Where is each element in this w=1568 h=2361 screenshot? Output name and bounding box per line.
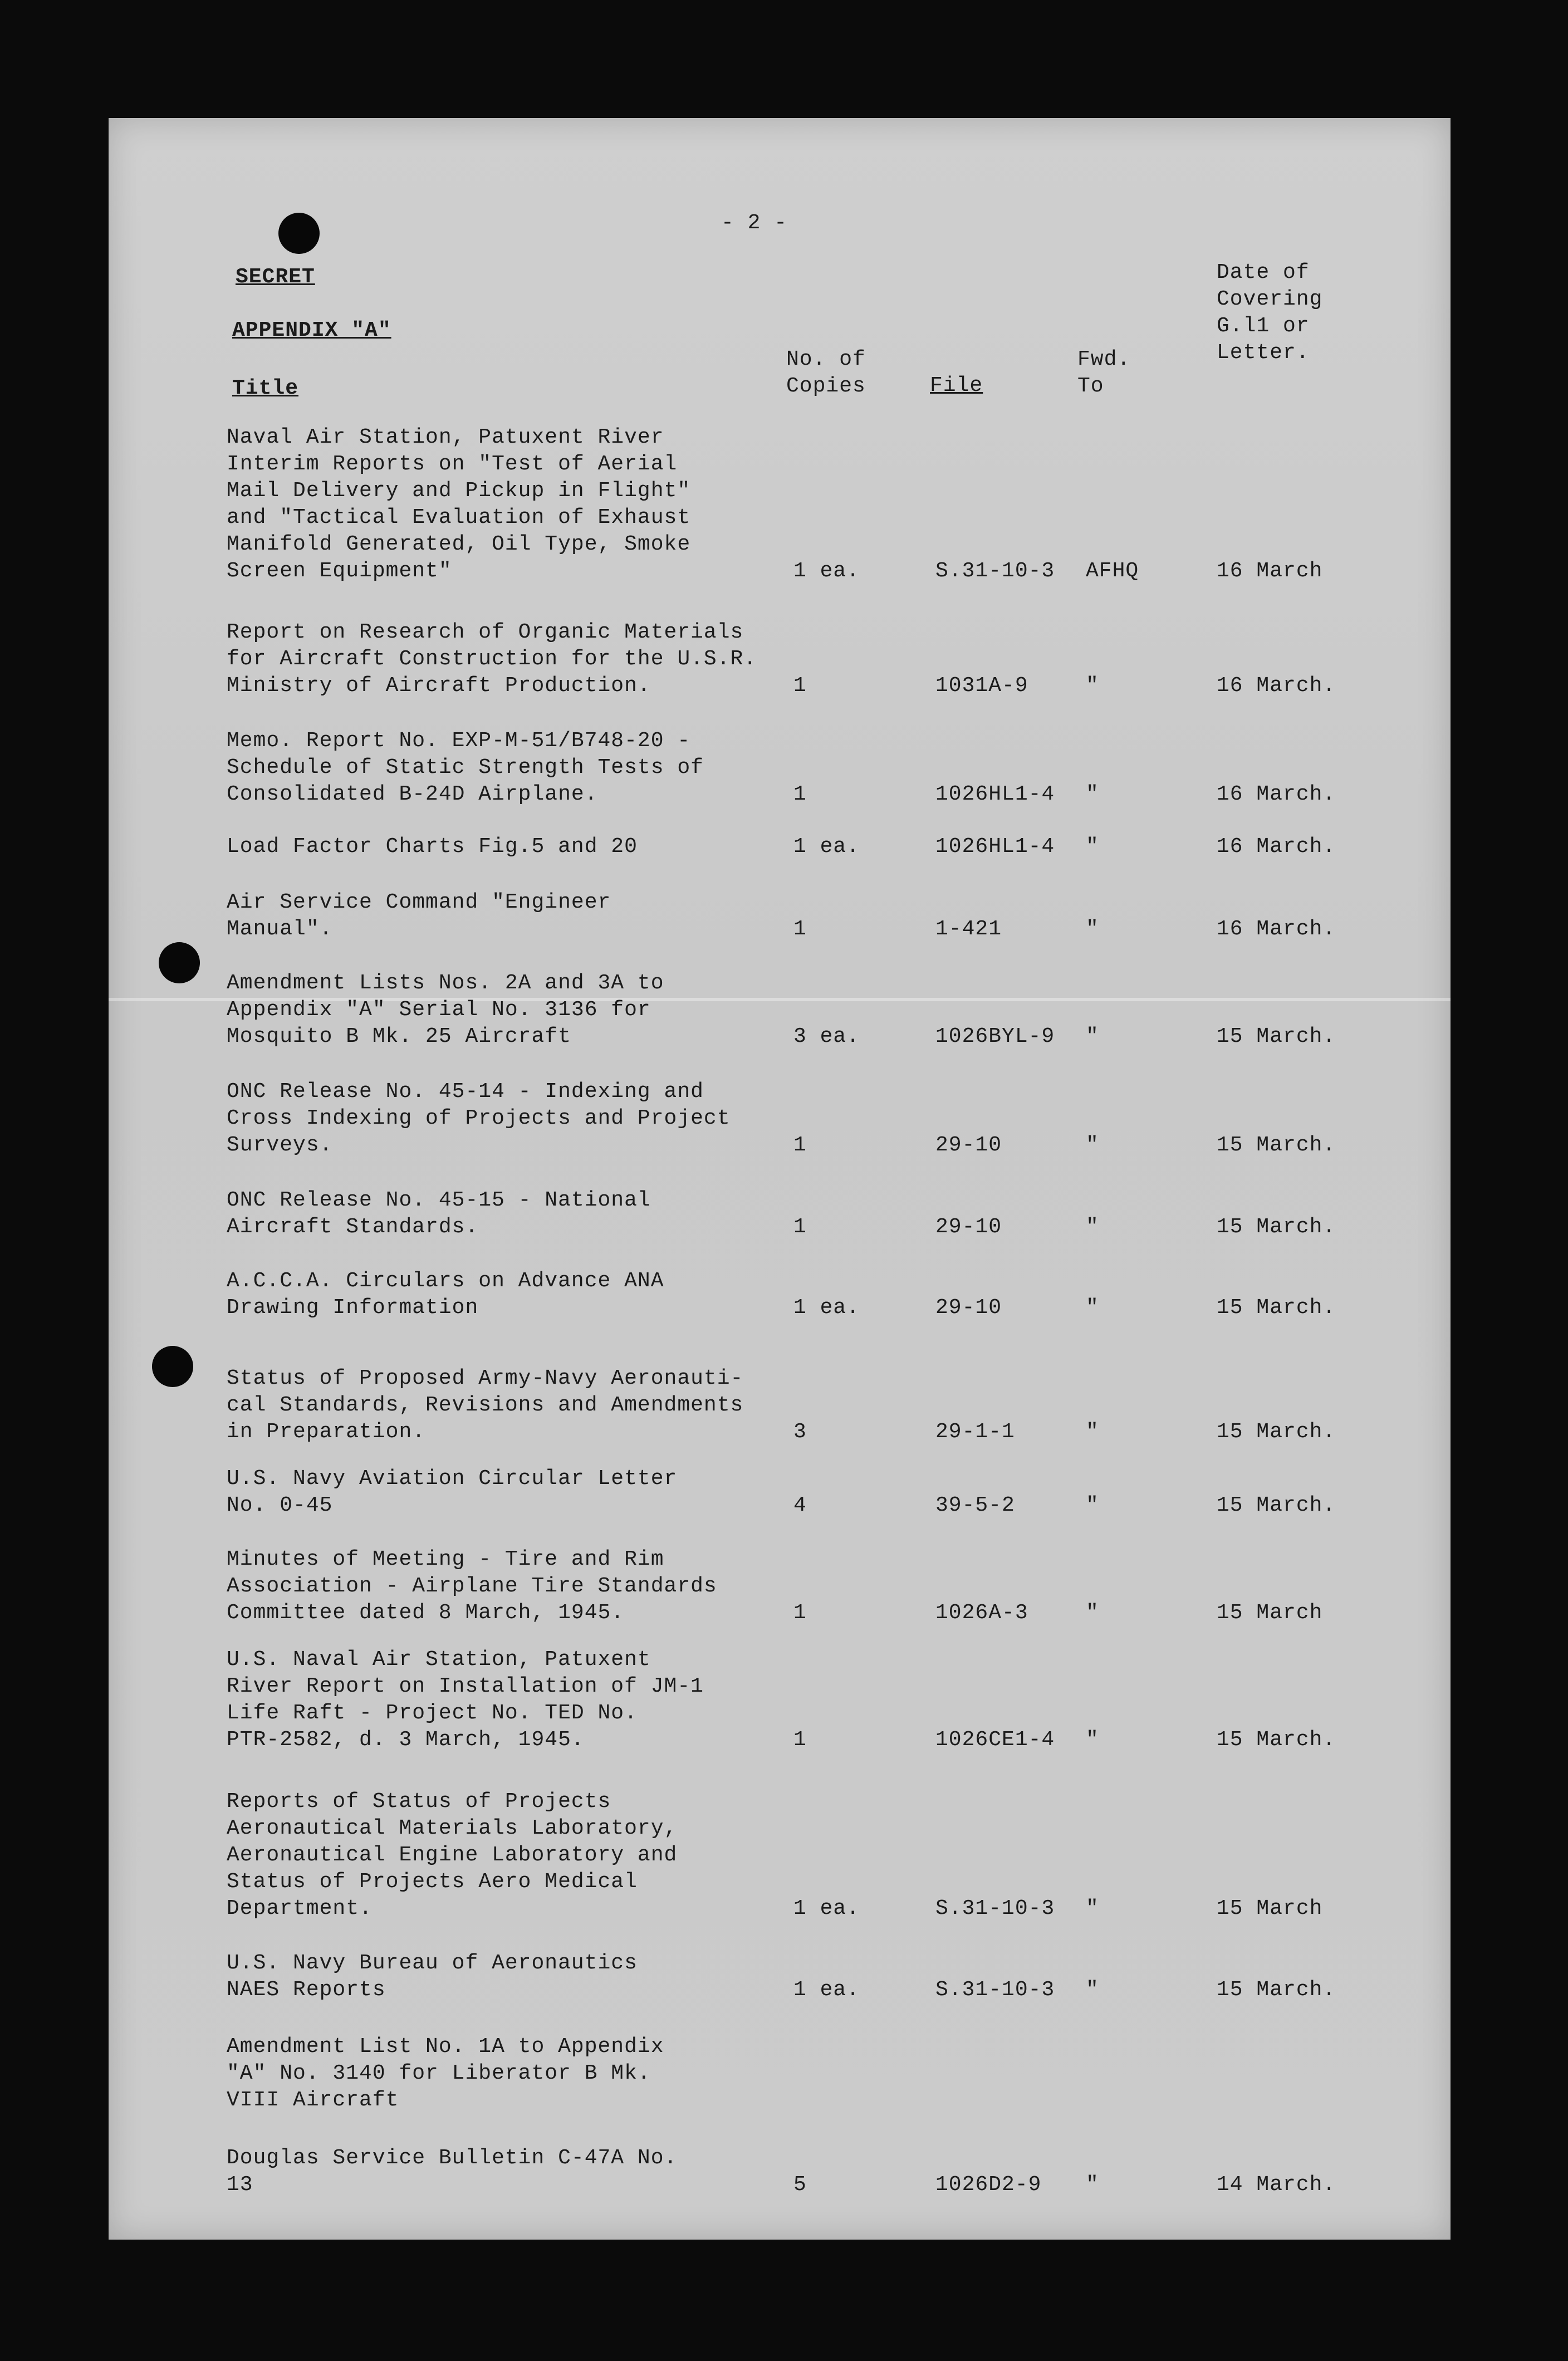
entry-date: 16 March. xyxy=(1217,782,1336,806)
entry-date: 15 March. xyxy=(1217,1420,1336,1444)
entry-date: 15 March. xyxy=(1217,1133,1336,1157)
entry-forwarded-to: " xyxy=(1086,1420,1099,1444)
entry-title: Air Service Command "Engineer Manual". xyxy=(227,890,611,941)
entry-date: 15 March. xyxy=(1217,1025,1336,1049)
document-page xyxy=(109,118,1451,2240)
entry-title: Amendment List No. 1A to Appendix "A" No. 3140 for Liberator B Mk. VIII Aircraft xyxy=(227,2035,664,2112)
entry-date: 16 March xyxy=(1217,559,1323,583)
entry-file: 1026D2-9 xyxy=(935,2173,1042,2197)
entry-forwarded-to: " xyxy=(1086,1215,1099,1239)
entry-copies: 1 ea. xyxy=(793,1897,860,1921)
entry-title: ONC Release No. 45-15 - National Aircraft Standards. xyxy=(227,1188,651,1239)
entry-file: 1026HL1-4 xyxy=(935,782,1055,806)
entry-forwarded-to: " xyxy=(1086,1728,1099,1752)
appendix-title: APPENDIX "A" xyxy=(232,319,391,342)
entry-copies: 1 xyxy=(793,1601,807,1625)
entry-title: Memo. Report No. EXP-M-51/B748-20 - Schedule of Static Strength Tests of Consolidated B-24D Airplane. xyxy=(227,729,704,806)
entry-copies: 1 xyxy=(793,674,807,698)
col-header-title: Title xyxy=(232,376,299,400)
classification: SECRET xyxy=(236,265,315,289)
entry-forwarded-to: " xyxy=(1086,835,1099,859)
entry-forwarded-to: " xyxy=(1086,1133,1099,1157)
entry-title: Reports of Status of Projects Aeronautical Materials Laboratory, Aeronautical Engine Laboratory and Status of Projects Aero Medical Department. xyxy=(227,1790,678,1921)
entry-copies: 1 xyxy=(793,917,807,941)
entry-file: S.31-10-3 xyxy=(935,1897,1055,1921)
col-header-fwd: Fwd. To xyxy=(1077,347,1131,398)
entry-title: Status of Proposed Army-Navy Aeronauti- cal Standards, Revisions and Amendments in Preparation. xyxy=(227,1366,744,1444)
entry-file: 1026HL1-4 xyxy=(935,835,1055,859)
entry-forwarded-to: " xyxy=(1086,1025,1099,1049)
entry-file: 29-10 xyxy=(935,1296,1002,1320)
entry-title: Load Factor Charts Fig.5 and 20 xyxy=(227,835,638,859)
punch-hole xyxy=(152,1346,193,1387)
entry-forwarded-to: " xyxy=(1086,1897,1099,1921)
col-header-file: File xyxy=(930,374,983,398)
entry-date: 15 March. xyxy=(1217,1978,1336,2002)
entry-title: A.C.C.A. Circulars on Advance ANA Drawing Information xyxy=(227,1269,664,1320)
entry-date: 16 March. xyxy=(1217,917,1336,941)
entry-title: Report on Research of Organic Materials for Aircraft Construction for the U.S.R. Ministry of Aircraft Production. xyxy=(227,620,757,698)
col-header-date: Date of Covering G.l1 or Letter. xyxy=(1217,261,1323,365)
entry-copies: 3 xyxy=(793,1420,807,1444)
entry-forwarded-to: " xyxy=(1086,1296,1099,1320)
entry-title: U.S. Navy Bureau of Aeronautics NAES Reports xyxy=(227,1951,638,2002)
entry-date: 15 March xyxy=(1217,1601,1323,1625)
entry-copies: 1 ea. xyxy=(793,835,860,859)
entry-forwarded-to: " xyxy=(1086,2173,1099,2197)
entry-forwarded-to: " xyxy=(1086,674,1099,698)
entry-title: Douglas Service Bulletin C-47A No. 13 xyxy=(227,2146,678,2197)
entry-date: 15 March. xyxy=(1217,1215,1336,1239)
entry-copies: 1 xyxy=(793,1133,807,1157)
entry-date: 15 March. xyxy=(1217,1296,1336,1320)
entry-copies: 1 xyxy=(793,782,807,806)
entry-title: U.S. Naval Air Station, Patuxent River Report on Installation of JM-1 Life Raft - Project No. TED No. PTR-2582, d. 3 March, 1945. xyxy=(227,1648,704,1752)
entry-file: 1026BYL-9 xyxy=(935,1025,1055,1049)
entry-date: 16 March. xyxy=(1217,835,1336,859)
punch-hole xyxy=(278,213,320,254)
entry-title: U.S. Navy Aviation Circular Letter No. 0-45 xyxy=(227,1467,678,1517)
entry-file: 29-1-1 xyxy=(935,1420,1015,1444)
entry-file: 29-10 xyxy=(935,1215,1002,1239)
entry-date: 16 March. xyxy=(1217,674,1336,698)
entry-forwarded-to: " xyxy=(1086,1978,1099,2002)
entry-forwarded-to: " xyxy=(1086,782,1099,806)
entry-date: 15 March. xyxy=(1217,1728,1336,1752)
entry-title: Amendment Lists Nos. 2A and 3A to Appendix "A" Serial No. 3136 for Mosquito B Mk. 25 Aircraft xyxy=(227,971,664,1049)
punch-hole xyxy=(159,942,200,983)
entry-forwarded-to: " xyxy=(1086,917,1099,941)
entry-file: S.31-10-3 xyxy=(935,1978,1055,2002)
entry-date: 14 March. xyxy=(1217,2173,1336,2197)
col-header-copies: No. of Copies xyxy=(786,347,866,398)
entry-copies: 1 ea. xyxy=(793,1296,860,1320)
entry-file: 39-5-2 xyxy=(935,1493,1015,1517)
entry-copies: 4 xyxy=(793,1493,807,1517)
entry-file: 1026CE1-4 xyxy=(935,1728,1055,1752)
entry-copies: 1 xyxy=(793,1728,807,1752)
entry-forwarded-to: " xyxy=(1086,1601,1099,1625)
entry-copies: 5 xyxy=(793,2173,807,2197)
entry-forwarded-to: AFHQ xyxy=(1086,559,1139,583)
entry-file: 1-421 xyxy=(935,917,1002,941)
entry-copies: 1 xyxy=(793,1215,807,1239)
entry-file: 1026A-3 xyxy=(935,1601,1028,1625)
entry-date: 15 March xyxy=(1217,1897,1323,1921)
entry-copies: 1 ea. xyxy=(793,1978,860,2002)
entry-file: 1031A-9 xyxy=(935,674,1028,698)
entry-copies: 1 ea. xyxy=(793,559,860,583)
entry-forwarded-to: " xyxy=(1086,1493,1099,1517)
entry-date: 15 March. xyxy=(1217,1493,1336,1517)
entry-copies: 3 ea. xyxy=(793,1025,860,1049)
entry-title: Naval Air Station, Patuxent River Interim Reports on "Test of Aerial Mail Delivery and Pickup in Flight" and "Tactical Evaluation of Exhaust Manifold Generated, Oil Type, Smoke Screen Equipment" xyxy=(227,425,691,583)
entry-file: S.31-10-3 xyxy=(935,559,1055,583)
entry-title: ONC Release No. 45-14 - Indexing and Cross Indexing of Projects and Project Surveys. xyxy=(227,1080,731,1157)
entry-title: Minutes of Meeting - Tire and Rim Association - Airplane Tire Standards Committee dated 8 March, 1945. xyxy=(227,1547,717,1625)
entry-file: 29-10 xyxy=(935,1133,1002,1157)
page-marker: - 2 - xyxy=(721,211,788,235)
